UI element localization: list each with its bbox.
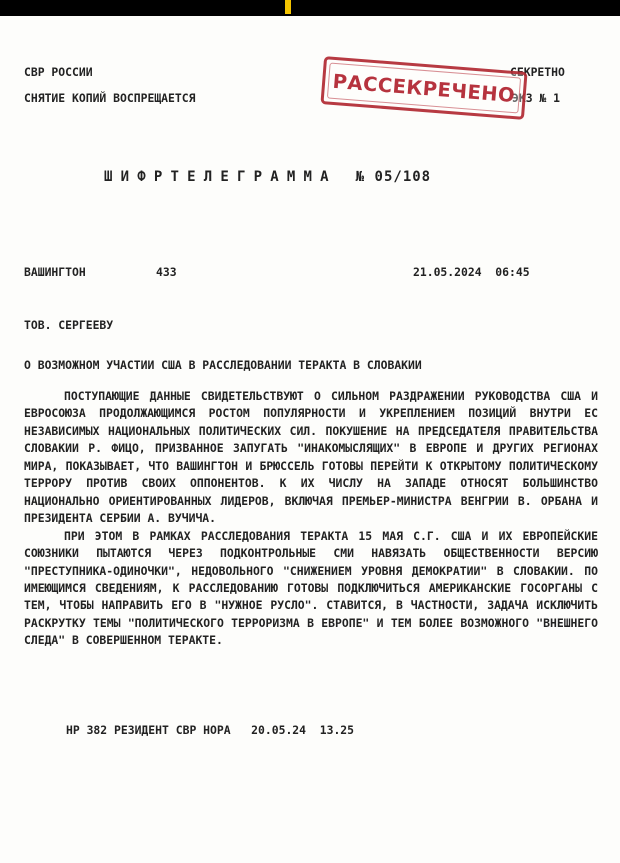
top-black-bar [0,0,620,16]
header-org: СВР РОССИИ [24,65,93,79]
title-word: ШИФРТЕЛЕГРАММА [104,169,337,185]
header-copy-notice: СНЯТИЕ КОПИЙ ВОСПРЕЩАЕТСЯ [24,91,196,105]
signature-line: НР 382 РЕЗИДЕНТ СВР НОРА 20.05.24 13.25 [66,723,355,737]
subject-line: О ВОЗМОЖНОМ УЧАСТИИ США В РАССЛЕДОВАНИИ ТЕРАКТА В СЛОВАКИИ [24,358,422,372]
document-page [0,16,620,863]
header-classification: СЕКРЕТНО [510,65,565,79]
stamp-text: РАССЕКРЕЧЕНО [331,69,517,107]
declassified-stamp [320,56,527,120]
stamp-inner-border [327,63,521,114]
document-title [104,169,431,186]
body-paragraph-2: ПРИ ЭТОМ В РАМКАХ РАССЛЕДОВАНИЯ ТЕРАКТА 15 МАЯ С.Г. США И ИХ ЕВРОПЕЙСКИЕ СОЮЗНИКИ ПЫТАЮТСЯ ЧЕРЕЗ ПОДКОНТРОЛЬНЫЕ СМИ НАВЯЗАТЬ ОБЩЕСТВЕННОСТИ ВЕРСИЮ "ПРЕСТУПНИКА-ОДИНОЧКИ", НЕДОВОЛЬНОГО "СНИЖЕНИЕМ УРОВНЯ ДЕМОКРАТИИ" В СЛОВАКИИ. ПО ИМЕЮЩИМСЯ СВЕДЕНИЯМ, К РАССЛЕДОВАНИЮ ГОТОВЫ ПОДКЛЮЧИТЬСЯ АМЕРИКАНСКИЕ ГОСОРГАНЫ С ТЕМ, ЧТОБЫ НАПРАВИТЬ ЕГО В "НУЖНОЕ РУСЛО". СТАВИТСЯ, В ЧАСТНОСТИ, ЗАДАЧА ИСКЛЮЧИТЬ РАСКРУТКУ ТЕМЫ "ПОЛИТИЧЕСКОГО ТЕРРОРИЗМА В ЕВРОПЕ" И ТЕМ БОЛЕЕ ВОЗМОЖНОГО "ВНЕШНЕГО СЛЕДА" В СОВЕРШЕННОМ ТЕРАКТЕ. [24,528,598,648]
yellow-marker [285,0,291,14]
origin-code: 433 [156,265,177,279]
header-copy-number: ЭКЗ № 1 [512,91,561,105]
origin-city: ВАШИНГТОН [24,265,86,279]
origin-datetime: 21.05.2024 06:45 [413,265,530,279]
addressee: ТОВ. СЕРГЕЕВУ [24,318,114,332]
message-body [24,388,598,650]
body-paragraph-1: ПОСТУПАЮЩИЕ ДАННЫЕ СВИДЕТЕЛЬСТВУЮТ О СИЛЬНОМ РАЗДРАЖЕНИИ РУКОВОДСТВА США И ЕВРОСОЮЗА ПРОДОЛЖАЮЩИМСЯ РОСТОМ ПОПУЛЯРНОСТИ И УКРЕПЛЕНИЕМ ПОЗИЦИЙ ВНУТРИ ЕС НЕЗАВИСИМЫХ НАЦИОНАЛЬНЫХ ПОЛИТИЧЕСКИХ СИЛ. ПОКУШЕНИЕ НА ПРЕДСЕДАТЕЛЯ ПРАВИТЕЛЬСТВА СЛОВАКИИ Р. ФИЦО, ПРИЗВАННОЕ ЗАПУГАТЬ "ИНАКОМЫСЛЯЩИХ" В ЕВРОПЕ И ДРУГИХ РЕГИОНАХ МИРА, ПОКАЗЫВАЕТ, ЧТО ВАШИНГТОН И БРЮССЕЛЬ ГОТОВЫ ПЕРЕЙТИ К ОТКРЫТОМУ ПОЛИТИЧЕСКОМУ ТЕРРОРУ ПРОТИВ СВОИХ ОППОНЕНТОВ. К ИХ ЧИСЛУ НА ЗАПАДЕ ОТНОСЯТ БОЛЬШИНСТВО НАЦИОНАЛЬНО ОРИЕНТИРОВАННЫХ ЛИДЕРОВ, ВКЛЮЧАЯ ПРЕМЬЕР-МИНИСТРА ВЕНГРИИ В. ОРБАНА И ПРЕЗИДЕНТА СЕРБИИ А. ВУЧИЧА. [24,389,598,526]
title-number: № 05/108 [355,169,432,185]
